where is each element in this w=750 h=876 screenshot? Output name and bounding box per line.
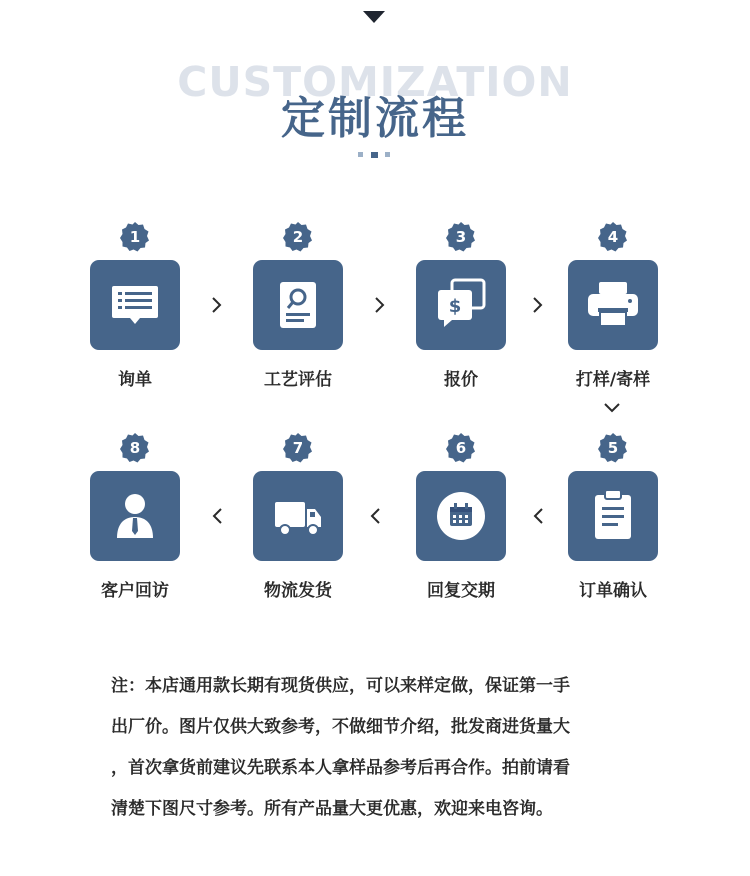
- step-label: 打样/寄样: [575, 370, 651, 390]
- customer-icon: [90, 471, 180, 561]
- title-divider-dots: [358, 152, 394, 158]
- step-label: 报价: [444, 370, 478, 390]
- chevron-right-icon: [372, 297, 388, 313]
- chevron-left-icon: [530, 508, 546, 524]
- calendar-icon: [416, 471, 506, 561]
- document-search-icon: [253, 260, 343, 350]
- chevron-right-icon: [209, 297, 225, 313]
- notice-line: ，首次拿货前建议先联系本人拿样品参考后再合作。拍前请看: [111, 758, 570, 778]
- step-tile: [90, 471, 180, 561]
- truck-icon: [253, 471, 343, 561]
- step-label: 客户回访: [101, 581, 169, 601]
- step-number-badge: 2: [283, 222, 313, 252]
- step-label: 订单确认: [579, 581, 647, 601]
- step-label: 物流发货: [264, 581, 332, 601]
- top-triangle-icon: [363, 11, 385, 23]
- step-label: 工艺评估: [264, 370, 332, 390]
- step-tile: [416, 260, 506, 350]
- notice-line: 注：本店通用款长期有现货供应，可以来样定做，保证第一手: [111, 676, 570, 696]
- step-tile: [568, 471, 658, 561]
- chat-list-icon: [90, 260, 180, 350]
- step-tile: [90, 260, 180, 350]
- step-number-badge: 8: [120, 433, 150, 463]
- clipboard-icon: [568, 471, 658, 561]
- chevron-down-icon: [604, 400, 620, 416]
- step-tile: [416, 471, 506, 561]
- step-number-badge: 3: [446, 222, 476, 252]
- step-number-badge: 1: [120, 222, 150, 252]
- step-number-badge: 6: [446, 433, 476, 463]
- step-number-badge: 5: [598, 433, 628, 463]
- notice-line: 出厂价。图片仅供大致参考，不做细节介绍，批发商进货量大: [111, 717, 570, 737]
- step-number-badge: 7: [283, 433, 313, 463]
- page-title: 定制流程: [281, 93, 469, 144]
- chevron-right-icon: [530, 297, 546, 313]
- chevron-left-icon: [367, 508, 383, 524]
- step-tile: [253, 471, 343, 561]
- dollar-chat-icon: [416, 260, 506, 350]
- printer-icon: [568, 260, 658, 350]
- notice-line: 清楚下图尺寸参考。所有产品量大更优惠，欢迎来电咨询。: [111, 799, 553, 819]
- background-title: CUSTOMIZATION: [177, 58, 573, 106]
- step-number-badge: 4: [598, 222, 628, 252]
- notice-text: [111, 666, 671, 830]
- step-tile: [568, 260, 658, 350]
- chevron-left-icon: [209, 508, 225, 524]
- svg-text:$: $: [448, 296, 462, 317]
- step-label: 回复交期: [427, 581, 495, 601]
- step-label: 询单: [118, 370, 152, 390]
- step-tile: [253, 260, 343, 350]
